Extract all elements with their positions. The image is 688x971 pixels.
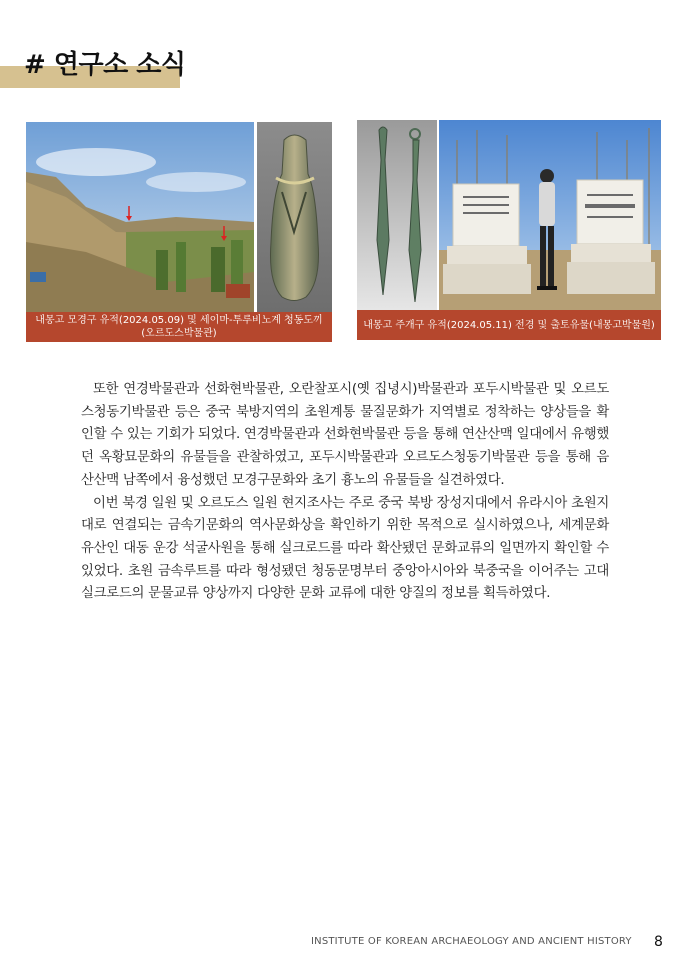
- figure-2-photo: [357, 120, 661, 310]
- figure-1-caption: 내몽고 모경구 유적(2024.05.09) 및 세이마-투루비노계 청동도끼(오르도스박물관): [26, 312, 332, 342]
- figure-2-caption: 내몽고 주개구 유적(2024.05.11) 전경 및 출토유물(내몽고박물원): [357, 310, 661, 340]
- page-number: 8: [654, 934, 663, 950]
- paragraph-2: 이번 북경 일원 및 오르도스 일원 현지조사는 주로 중국 북방 장성지대에서 유라시아 초원지대로 연결되는 금속기문화의 역사문화상을 확인하기 위한 목적으로 실시하였으나, 세계문화유산인 대동 운강 석굴사원을 통해 실크로드를 따라 확산됐던 문화교류의 일면까지 확인할 수 있었다. 초원 금속루트를 따라 형성됐던 청동문명부터 중앙아시아와 북중국을 이어주는 고대 실크로드의 문물교류 양상까지 다양한 문화 교류에 대한 양질의 정보를 획득하였다.: [81, 495, 609, 602]
- paragraph-1: 또한 연경박물관과 선화현박물관, 오란찰포시(옛 집녕시)박물관과 포두시박물관 및 오르도스청동기박물관 등은 중국 북방지역의 초원계통 물질문화가 지역별로 정착하는 양상들을 확인할 수 있는 기회가 되었다. 연경박물관과 선화현박물관 등을 통해 연산산맥 일대에서 유행했던 옥황묘문화의 유물들을 관찰하였고, 포두시박물관과 오르도스청동기박물관 등을 통해 음산산맥 남쪽에서 융성했던 모경구문화와 초기 흉노의 유물들을 실견하였다.: [81, 382, 609, 488]
- figure-1-photo: [26, 122, 332, 312]
- section-title: # 연구소 소식: [24, 50, 186, 80]
- article-body: [81, 379, 609, 606]
- dagger-and-site-image: [357, 120, 661, 310]
- footer-organization: INSTITUTE OF KOREAN ARCHAEOLOGY AND ANCIENT HISTORY: [311, 936, 632, 947]
- landscape-and-axe-image: [26, 122, 332, 312]
